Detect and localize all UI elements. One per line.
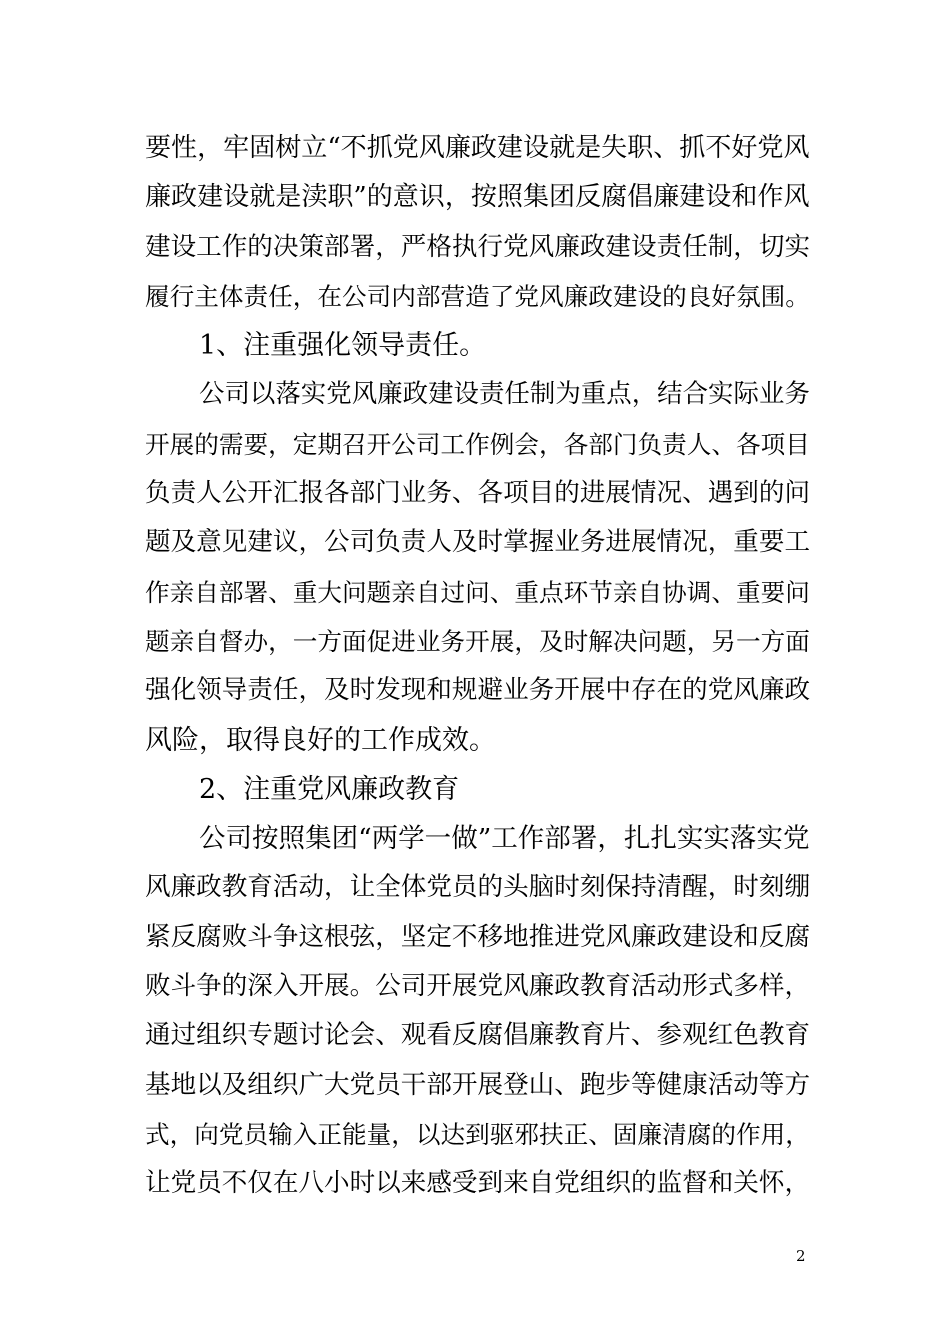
page-number: 2 (796, 1247, 806, 1265)
text-line: 2、注重党风廉政教育 (199, 773, 460, 805)
text-line: 风险，取得良好的工作成效。 (145, 724, 496, 756)
text-line: 让党员不仅在八小时以来感受到来自党组织的监督和关怀， (145, 1168, 811, 1199)
text-line: 基地以及组织广大党员干部开展登山、跑步等健康活动等方 (145, 1069, 811, 1100)
text-line: 建设工作的决策部署，严格执行党风廉政建设责任制，切实 (145, 231, 811, 262)
text-line: 题及意见建议，公司负责人及时掌握业务进展情况，重要工 (145, 527, 811, 558)
text-line: 公司按照集团“两学一做”工作部署，扎扎实实落实党 (199, 823, 810, 855)
text-line: 风廉政教育活动，让全体党员的头脑时刻保持清醒，时刻绷 (145, 872, 811, 903)
text-line: 强化领导责任，及时发现和规避业务开展中存在的党风廉政 (145, 675, 811, 706)
document-body (145, 124, 810, 1209)
text-line: 廉政建设就是渎职”的意识，按照集团反腐倡廉建设和作风 (145, 182, 810, 213)
text-line: 要性，牢固树立“不抓党风廉政建设就是失职、抓不好党风 (145, 133, 810, 163)
text-line: 公司以落实党风廉政建设责任制为重点，结合实际业务 (199, 379, 810, 410)
text-line: 题亲自督办，一方面促进业务开展，及时解决问题，另一方面 (145, 626, 810, 656)
text-line: 败斗争的深入开展。公司开展党风廉政教育活动形式多样， (145, 971, 811, 1002)
text-line: 紧反腐败斗争这根弦，坚定不移地推进党风廉政建设和反腐 (145, 921, 811, 952)
text-line: 式，向党员输入正能量，以达到驱邪扶正、固廉清腐的作用， (145, 1119, 810, 1149)
text-line: 1、注重强化领导责任。 (199, 330, 487, 362)
text-line: 通过组织专题讨论会、观看反腐倡廉教育片、参观红色教育 (145, 1020, 811, 1051)
text-line: 负责人公开汇报各部门业务、各项目的进展情况、遇到的问 (145, 478, 811, 509)
text-line: 作亲自部署、重大问题亲自过问、重点环节亲自协调、重要问 (145, 577, 810, 607)
text-line: 履行主体责任，在公司内部营造了党风廉政建设的良好氛围。 (145, 281, 810, 311)
text-line: 开展的需要，定期召开公司工作例会，各部门负责人、各项目 (145, 429, 810, 459)
